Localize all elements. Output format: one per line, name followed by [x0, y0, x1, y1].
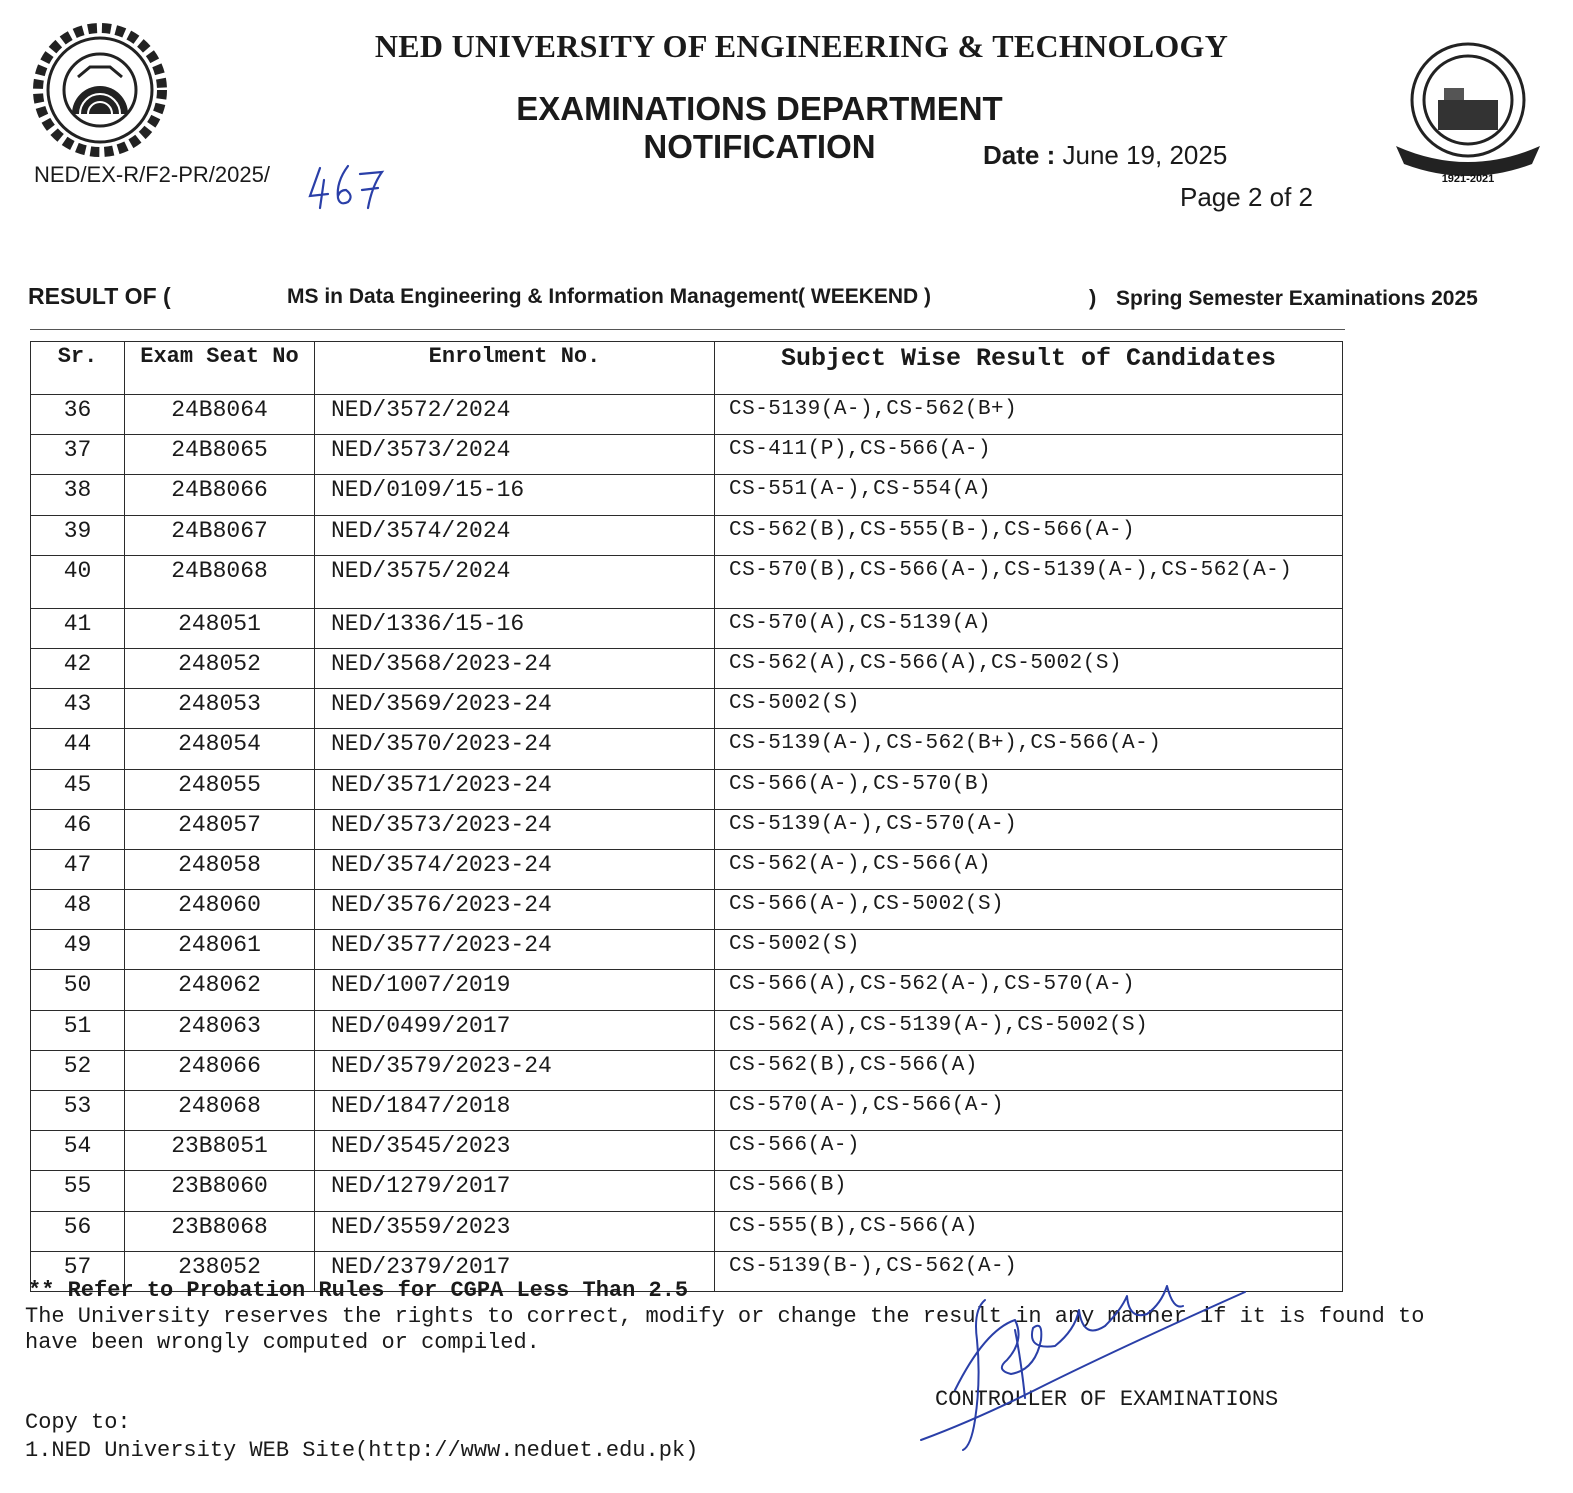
handwritten-reference-467: [306, 160, 396, 220]
cell-subject-result: CS-411(P),CS-566(A-): [715, 435, 1343, 475]
cell-seat-no: 24B8068: [125, 555, 315, 608]
copy-to-website: 1.NED University WEB Site(http://www.neduet.edu.pk): [25, 1438, 699, 1463]
cell-sr: 38: [31, 475, 125, 515]
date-label: Date :: [983, 140, 1056, 170]
cell-enrolment: NED/3574/2023-24: [315, 849, 715, 889]
reference-number: [34, 162, 270, 222]
cell-subject-result: CS-562(B),CS-555(B-),CS-566(A-): [715, 515, 1343, 555]
header-subject-result: Subject Wise Result of Candidates: [715, 342, 1343, 395]
cell-seat-no: 248058: [125, 849, 315, 889]
result-close-paren: ): [1089, 285, 1097, 310]
cell-subject-result: CS-570(A),CS-5139(A): [715, 608, 1343, 648]
divider: [30, 329, 1345, 330]
cell-sr: 57: [31, 1251, 125, 1291]
cell-seat-no: 238052: [125, 1251, 315, 1291]
cell-subject-result: CS-570(A-),CS-566(A-): [715, 1091, 1343, 1131]
cell-seat-no: 24B8064: [125, 395, 315, 435]
cell-seat-no: 23B8060: [125, 1171, 315, 1211]
cell-sr: 47: [31, 849, 125, 889]
table-row: [31, 689, 1343, 729]
table-row: [31, 555, 1343, 608]
result-heading: [28, 283, 1508, 315]
cell-seat-no: 248054: [125, 729, 315, 769]
cell-seat-no: 24B8067: [125, 515, 315, 555]
cell-seat-no: 248052: [125, 648, 315, 688]
table-row: [31, 515, 1343, 555]
cell-enrolment: NED/1007/2019: [315, 970, 715, 1010]
table-row: [31, 930, 1343, 970]
date-value: June 19, 2025: [1062, 140, 1228, 170]
disclaimer: The University reserves the rights to correct, modify or change the result in any manner if it is found to have been wrongly computed or compiled.: [25, 1304, 1425, 1355]
cell-sr: 36: [31, 395, 125, 435]
cell-enrolment: NED/2379/2017: [315, 1251, 715, 1291]
logo-years: 1921-2021: [1441, 173, 1495, 185]
cell-enrolment: NED/3568/2023-24: [315, 648, 715, 688]
table-row: [31, 849, 1343, 889]
cell-subject-result: CS-562(A),CS-5139(A-),CS-5002(S): [715, 1010, 1343, 1050]
results-table: [30, 341, 1343, 1292]
header-sr: Sr.: [31, 342, 125, 395]
cell-seat-no: 23B8068: [125, 1211, 315, 1251]
cell-enrolment: NED/3573/2024: [315, 435, 715, 475]
cell-sr: 44: [31, 729, 125, 769]
cell-subject-result: CS-5002(S): [715, 930, 1343, 970]
cell-seat-no: 248051: [125, 608, 315, 648]
cell-subject-result: CS-562(A),CS-566(A),CS-5002(S): [715, 648, 1343, 688]
cell-sr: 55: [31, 1171, 125, 1211]
cell-subject-result: CS-5139(A-),CS-562(B+): [715, 395, 1343, 435]
header-seat-no: Exam Seat No: [125, 342, 315, 395]
table-row: [31, 970, 1343, 1010]
table-row: [31, 475, 1343, 515]
cell-seat-no: 248053: [125, 689, 315, 729]
cell-subject-result: CS-566(A-),CS-5002(S): [715, 890, 1343, 930]
cell-subject-result: CS-570(B),CS-566(A-),CS-5139(A-),CS-562(A-): [715, 555, 1343, 608]
department-title: EXAMINATIONS DEPARTMENT: [516, 90, 1003, 127]
table-row: [31, 1050, 1343, 1090]
cell-sr: 46: [31, 809, 125, 849]
cell-subject-result: CS-562(A-),CS-566(A): [715, 849, 1343, 889]
cell-enrolment: NED/3579/2023-24: [315, 1050, 715, 1090]
table-row: [31, 1010, 1343, 1050]
cell-seat-no: 248055: [125, 769, 315, 809]
cell-sr: 45: [31, 769, 125, 809]
cell-sr: 43: [31, 689, 125, 729]
cell-enrolment: NED/0499/2017: [315, 1010, 715, 1050]
cell-seat-no: 248057: [125, 809, 315, 849]
cell-sr: 37: [31, 435, 125, 475]
notification-title: NOTIFICATION: [643, 128, 876, 165]
copy-to-label: Copy to:: [25, 1410, 131, 1435]
cell-subject-result: CS-5002(S): [715, 689, 1343, 729]
table-row: [31, 435, 1343, 475]
date-line: [983, 140, 1227, 171]
table-row: [31, 1171, 1343, 1211]
cell-enrolment: NED/3572/2024: [315, 395, 715, 435]
cell-seat-no: 248068: [125, 1091, 315, 1131]
cell-sr: 53: [31, 1091, 125, 1131]
cell-sr: 40: [31, 555, 125, 608]
cell-subject-result: CS-566(B): [715, 1171, 1343, 1211]
cell-sr: 52: [31, 1050, 125, 1090]
cell-enrolment: NED/3545/2023: [315, 1131, 715, 1171]
cell-enrolment: NED/1847/2018: [315, 1091, 715, 1131]
cell-enrolment: NED/1279/2017: [315, 1171, 715, 1211]
cell-enrolment: NED/3577/2023-24: [315, 930, 715, 970]
cell-sr: 39: [31, 515, 125, 555]
cell-subject-result: CS-555(B),CS-566(A): [715, 1211, 1343, 1251]
cell-subject-result: CS-5139(B-),CS-562(A-): [715, 1251, 1343, 1291]
table-row: [31, 1131, 1343, 1171]
cell-seat-no: 248063: [125, 1010, 315, 1050]
cell-enrolment: NED/3571/2023-24: [315, 769, 715, 809]
cell-seat-no: 23B8051: [125, 1131, 315, 1171]
cell-subject-result: CS-551(A-),CS-554(A): [715, 475, 1343, 515]
cell-subject-result: CS-566(A-),CS-570(B): [715, 769, 1343, 809]
cell-sr: 41: [31, 608, 125, 648]
cell-seat-no: 24B8065: [125, 435, 315, 475]
cell-subject-result: CS-566(A-): [715, 1131, 1343, 1171]
cell-subject-result: CS-5139(A-),CS-562(B+),CS-566(A-): [715, 729, 1343, 769]
table-header-row: [31, 342, 1343, 395]
table-row: [31, 648, 1343, 688]
cell-enrolment: NED/3574/2024: [315, 515, 715, 555]
cell-subject-result: CS-566(A),CS-562(A-),CS-570(A-): [715, 970, 1343, 1010]
probation-note: ** Refer to Probation Rules for CGPA Less Than 2.5: [28, 1278, 689, 1303]
cell-enrolment: NED/3573/2023-24: [315, 809, 715, 849]
cell-sr: 50: [31, 970, 125, 1010]
university-name: NED UNIVERSITY OF ENGINEERING & TECHNOLOGY: [374, 28, 1229, 64]
cell-enrolment: NED/0109/15-16: [315, 475, 715, 515]
cell-subject-result: CS-562(B),CS-566(A): [715, 1050, 1343, 1090]
cell-enrolment: NED/1336/15-16: [315, 608, 715, 648]
cell-enrolment: NED/3559/2023: [315, 1211, 715, 1251]
cell-sr: 51: [31, 1010, 125, 1050]
exam-session: Spring Semester Examinations 2025: [1116, 287, 1478, 310]
cell-sr: 54: [31, 1131, 125, 1171]
result-of-label: RESULT OF (: [28, 283, 171, 309]
cell-enrolment: NED/3570/2023-24: [315, 729, 715, 769]
table-row: [31, 890, 1343, 930]
cell-enrolment: NED/3576/2023-24: [315, 890, 715, 930]
cell-sr: 56: [31, 1211, 125, 1251]
cell-sr: 48: [31, 890, 125, 930]
page-number: Page 2 of 2: [1180, 182, 1313, 212]
cell-seat-no: 248062: [125, 970, 315, 1010]
cell-sr: 42: [31, 648, 125, 688]
table-row: [31, 395, 1343, 435]
cell-enrolment: NED/3575/2024: [315, 555, 715, 608]
table-row: [31, 729, 1343, 769]
header-enrolment: Enrolment No.: [315, 342, 715, 395]
table-row: [31, 809, 1343, 849]
table-row: [31, 1091, 1343, 1131]
controller-title: CONTROLLER OF EXAMINATIONS: [935, 1387, 1279, 1412]
program-name: MS in Data Engineering & Information Management( WEEKEND ): [287, 285, 932, 308]
reference-prefix: NED/EX-R/F2-PR/2025/: [34, 162, 270, 187]
cell-seat-no: 248061: [125, 930, 315, 970]
cell-enrolment: NED/3569/2023-24: [315, 689, 715, 729]
cell-seat-no: 248060: [125, 890, 315, 930]
table-row: [31, 769, 1343, 809]
cell-seat-no: 24B8066: [125, 475, 315, 515]
signature: [915, 1270, 1250, 1455]
cell-sr: 49: [31, 930, 125, 970]
cell-seat-no: 248066: [125, 1050, 315, 1090]
table-row: [31, 608, 1343, 648]
table-row: [31, 1211, 1343, 1251]
cell-subject-result: CS-5139(A-),CS-570(A-): [715, 809, 1343, 849]
